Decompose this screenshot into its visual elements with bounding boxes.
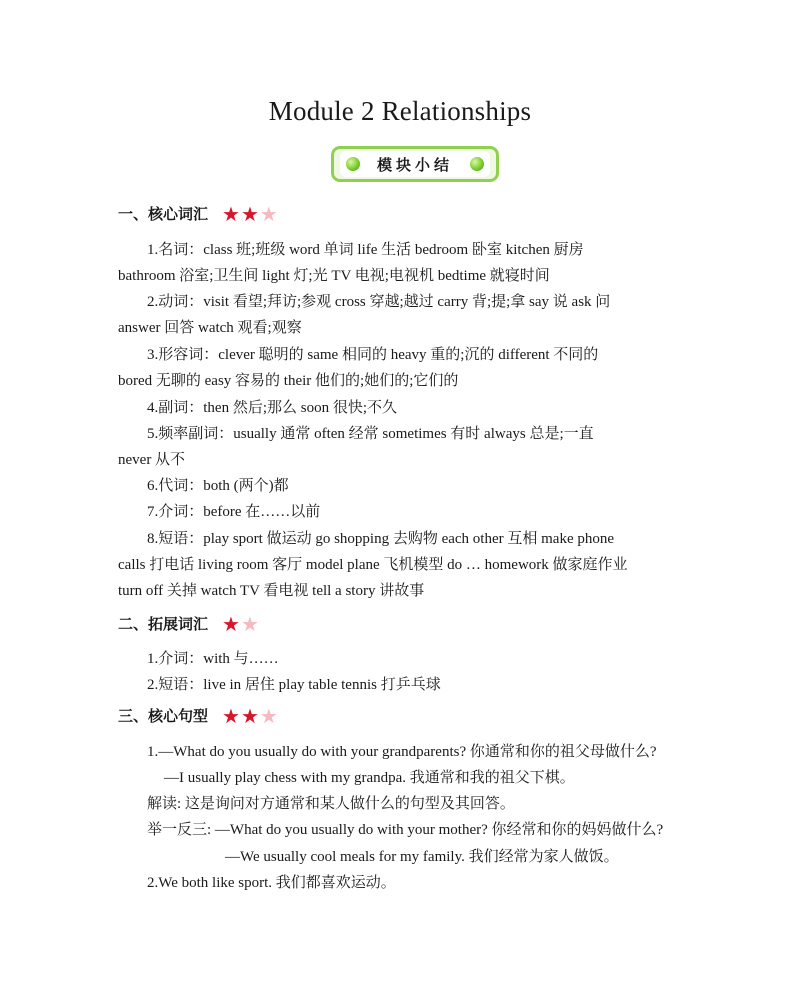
- vocab-line: 4.副词：then 然后;那么 soon 很快;不久: [147, 400, 397, 416]
- page-title: Module 2 Relationships: [268, 96, 532, 126]
- vocab-line: 6.代词：both (两个)都: [147, 478, 289, 494]
- sentence-line: 2.We both like sport. 我们都喜欢运动。: [147, 875, 396, 891]
- star-rating: [222, 201, 279, 226]
- star-icon: ★: [240, 201, 259, 226]
- vocab-line: bathroom 浴室;卫生间 light 灯;光 TV 电视;电视机 bedtime 就寝时间: [118, 268, 550, 284]
- star-icon: ★: [240, 611, 259, 636]
- section-heading: [118, 203, 279, 224]
- vocab-line: turn off 关掉 watch TV 看电视 tell a story 讲故事: [118, 583, 425, 599]
- sentence-line: 解读: 这是询问对方通常和某人做什么的句型及其回答。: [147, 796, 515, 812]
- vocab-line: answer 回答 watch 观看;观察: [118, 320, 302, 336]
- vocab-line: 8.短语：play sport 做运动 go shopping 去购物 each other 互相 make phone: [147, 531, 615, 547]
- badge-label: 模块小结: [376, 155, 453, 174]
- vocab-line: 1.介词：with 与……: [147, 651, 279, 667]
- vocab-line: 3.形容词：clever 聪明的 same 相同的 heavy 重的;沉的 different 不同的: [147, 347, 599, 363]
- star-rating: [222, 611, 260, 636]
- vocab-line: 1.名词：class 班;班级 word 单词 life 生活 bedroom 卧室 kitchen 厨房: [147, 242, 584, 258]
- star-icon: ★: [259, 201, 278, 226]
- green-dot-icon: [346, 157, 360, 171]
- vocab-line: calls 打电话 living room 客厅 model plane 飞机模型 do … homework 做家庭作业: [118, 557, 628, 573]
- sentence-line: 1.—What do you usually do with your grandparents? 你通常和你的祖父母做什么?: [147, 744, 657, 760]
- vocab-line: 2.动词：visit 看望;拜访;参观 cross 穿越;越过 carry 背;提;拿 say 说 ask 问: [147, 294, 611, 310]
- section-heading: [118, 613, 260, 634]
- module-summary-badge: [331, 146, 499, 182]
- section-heading: [118, 705, 279, 726]
- vocab-line: 7.介词：before 在……以前: [147, 504, 321, 520]
- vocab-line: never 从不: [118, 452, 186, 468]
- star-icon: ★: [222, 201, 240, 226]
- section-title: 三、核心句型: [118, 707, 209, 725]
- star-rating: [222, 703, 279, 728]
- star-icon: ★: [240, 703, 259, 728]
- star-icon: ★: [222, 611, 240, 636]
- vocab-line: 2.短语：live in 居住 play table tennis 打乒乓球: [147, 677, 441, 693]
- section-title: 二、拓展词汇: [118, 615, 209, 633]
- vocab-line: 5.频率副词：usually 通常 often 经常 sometimes 有时 always 总是;一直: [147, 426, 594, 442]
- star-icon: ★: [222, 703, 240, 728]
- star-icon: ★: [259, 703, 278, 728]
- sentence-line: —We usually cool meals for my family. 我们经常为家人做饭。: [225, 849, 619, 865]
- section-title: 一、核心词汇: [118, 205, 209, 223]
- vocab-line: bored 无聊的 easy 容易的 their 他们的;她们的;它们的: [118, 373, 459, 389]
- sentence-line: 举一反三: —What do you usually do with your mother? 你经常和你的妈妈做什么?: [147, 822, 664, 838]
- sentence-line: —I usually play chess with my grandpa. 我通常和我的祖父下棋。: [164, 770, 575, 786]
- green-dot-icon: [470, 157, 484, 171]
